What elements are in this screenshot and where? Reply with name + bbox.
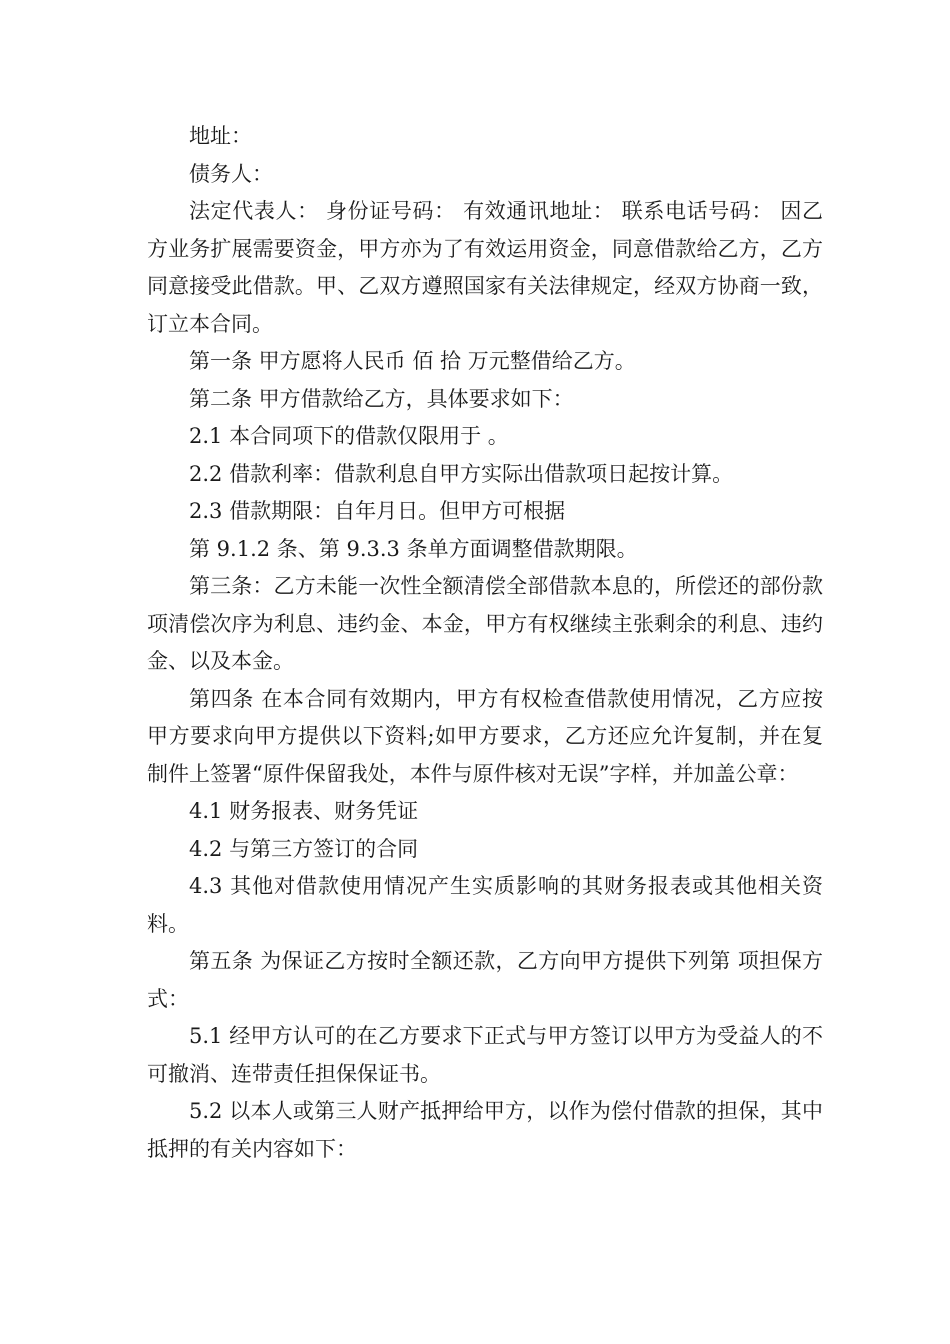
paragraph-article-5: 第五条 为保证乙方按时全额还款，乙方向甲方提供下列第 项担保方式： xyxy=(147,949,823,1011)
paragraph-clause-2-3-cont: 第 9.1.2 条、第 9.3.3 条单方面调整借款期限。 xyxy=(189,536,638,561)
paragraph-article-1: 第一条 甲方愿将人民币 佰 拾 万元整借给乙方。 xyxy=(189,349,636,373)
paragraph-article-3: 第三条：乙方未能一次性全额清偿全部借款本息的，所偿还的部份款项清偿次序为利息、违约金、本金，甲方有权继续主张剩余的利息、违约金、以及本金。 xyxy=(147,574,823,673)
paragraph-clause-4-1: 4.1 财务报表、财务凭证 xyxy=(189,799,419,823)
paragraph-clause-2-3: 2.3 借款期限：自年月日。但甲方可根据 xyxy=(189,499,566,523)
document-body xyxy=(147,118,823,1168)
paragraph-clause-5-1: 5.1 经甲方认可的在乙方要求下正式与甲方签订以甲方为受益人的不可撤消、连带责任担保保证书。 xyxy=(147,1024,823,1086)
paragraph-legal-representative: 法定代表人： 身份证号码： 有效通讯地址： 联系电话号码： 因乙方业务扩展需要资金，甲方亦为了有效运用资金，同意借款给乙方，乙方同意接受此借款。甲、乙双方遵照国家有关法律规定，经双方协商一致，订立本合同。 xyxy=(147,199,823,336)
paragraph-clause-5-2: 5.2 以本人或第三人财产抵押给甲方，以作为偿付借款的担保，其中抵押的有关内容如下： xyxy=(147,1099,823,1161)
paragraph-clause-2-2: 2.2 借款利率：借款利息自甲方实际出借款项日起按计算。 xyxy=(189,461,734,486)
paragraph-clause-4-2: 4.2 与第三方签订的合同 xyxy=(189,836,419,861)
paragraph-clause-2-1: 2.1 本合同项下的借款仅限用于 。 xyxy=(189,424,509,448)
paragraph-address: 地址： xyxy=(189,124,252,148)
paragraph-article-4: 第四条 在本合同有效期内，甲方有权检查借款使用情况，乙方应按甲方要求向甲方提供以下资料;如甲方要求，乙方还应允许复制，并在复制件上签署“原件保留我处，本件与原件核对无误”字样，并加盖公章： xyxy=(147,686,823,786)
paragraph-debtor: 债务人： xyxy=(189,161,273,186)
paragraph-article-2: 第二条 甲方借款给乙方，具体要求如下： xyxy=(189,386,574,411)
paragraph-clause-4-3: 4.3 其他对借款使用情况产生实质影响的其财务报表或其他相关资料。 xyxy=(147,874,823,936)
